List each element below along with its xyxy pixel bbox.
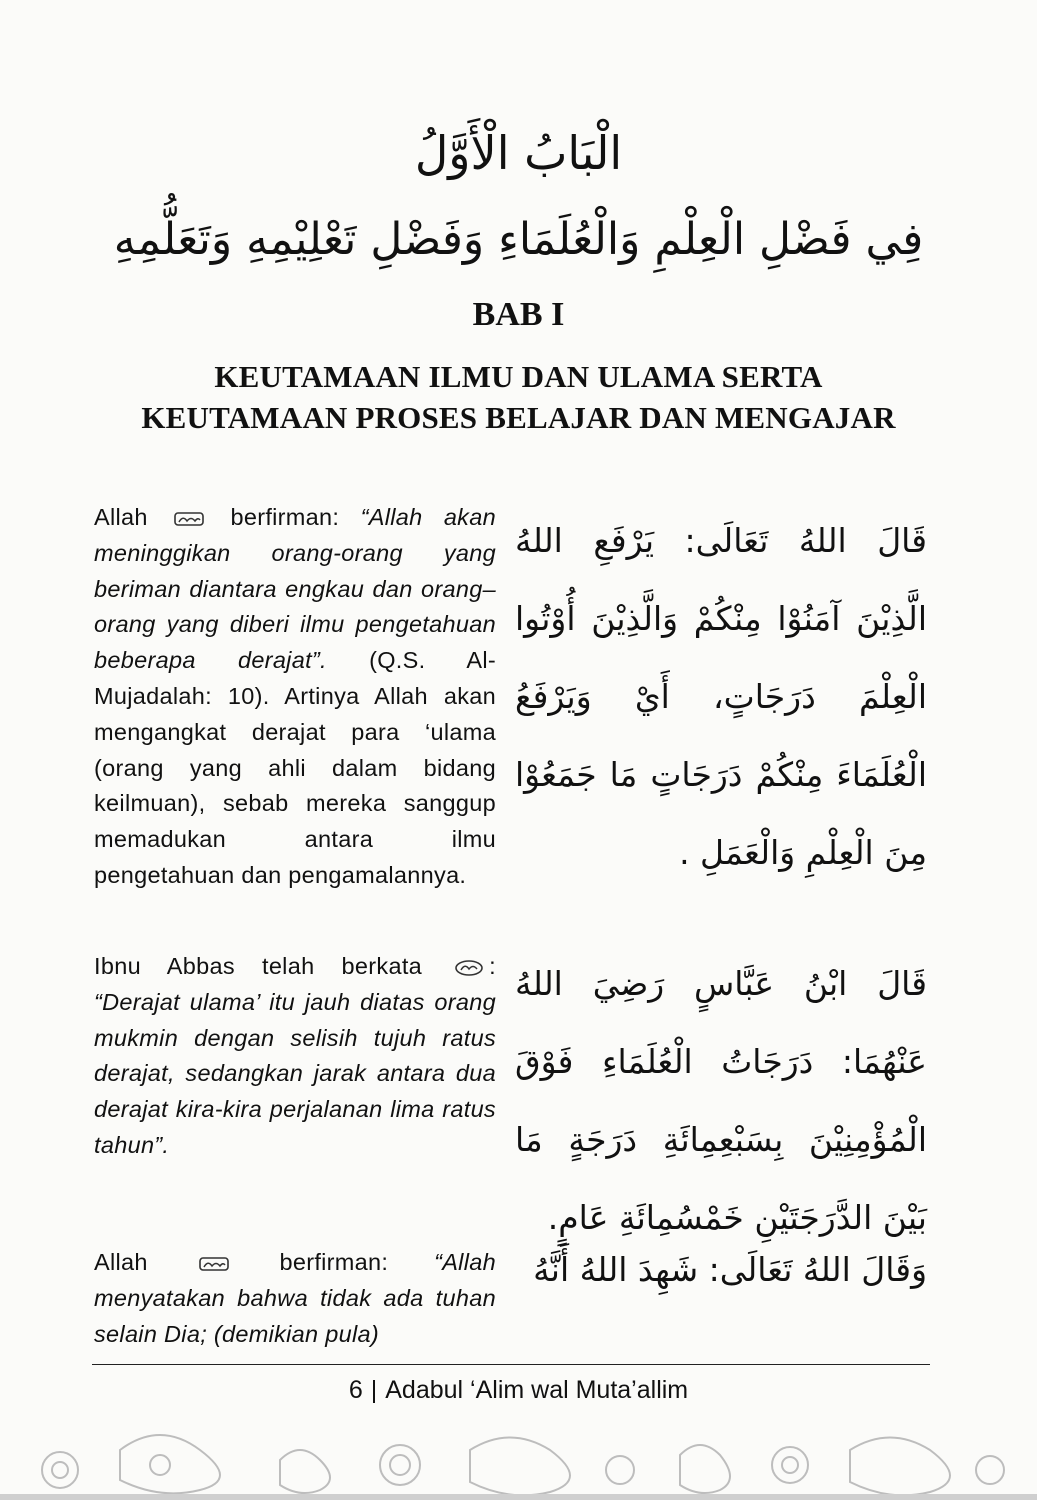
chapter-heading-line-2: KEUTAMAAN PROSES BELAJAR DAN MENGAJAR xyxy=(141,400,896,435)
quran-quote: “Allah akan meninggikan orang-orang yang beriman diantara engkau dan orang–orang yang diberi ilmu pengetahuan beberapa derajat”. xyxy=(94,504,496,674)
chapter-heading-line-1: KEUTAMAAN ILMU DAN ULAMA SERTA xyxy=(214,359,823,394)
chapter-label: BAB I xyxy=(472,296,565,333)
paragraph-explanation: (Q.S. Al-Mujadalah: 10). Artinya Allah akan mengangkat derajat para ‘ulama (orang yang ahli dalam bidang keilmuan), sebab mereka sanggup memadukan antara ilmu pengetahuan dan pengamalannya. xyxy=(94,647,496,888)
paragraph-colon: : xyxy=(489,953,496,979)
arabic-text-2: قَالَ ابْنُ عَبَّاسٍ رَضِيَ اللهُ عَنْهُمَا: دَرَجَاتُ الْعُلَمَاءِ فَوْقَ الْمُؤْمِنِيْنَ بِسَبْعِمِائَةِ دَرَجَةٍ مَا بَيْنَ الدَّرَجَتَيْنِ خَمْسُمِائَةِ عَامٍ. xyxy=(515,964,927,1237)
translation-paragraph-1 xyxy=(94,500,496,894)
footer-separator: | xyxy=(370,1376,378,1404)
paragraph-lead: Ibnu Abbas telah berkata xyxy=(94,953,423,979)
paragraph-lead: Allah xyxy=(94,1249,148,1275)
honorific-swt-icon xyxy=(198,1255,230,1273)
paragraph-verb: berfirman: xyxy=(230,504,361,530)
athar-quote: “Derajat ulama’ itu jauh diatas orang mukmin dengan selisih tujuh ratus derajat, sedangkan jarak antara dua derajat kira-kira perjalanan lima ratus tahun”. xyxy=(94,988,496,1158)
arabic-text-1: قَالَ اللهُ تَعَالَى: يَرْفَعِ اللهُ الَّذِيْنَ آمَنُوْا مِنْكُمْ وَالَّذِيْنَ أُوْتُوا الْعِلْمَ دَرَجَاتٍ، أَيْ وَيَرْفَعُ الْعُلَمَاءَ مِنْكُمْ دَرَجَاتٍ مَا جَمَعُوْا مِنَ الْعِلْمِ وَالْعَمَلِ . xyxy=(515,521,927,872)
floral-border-ornament xyxy=(0,1410,1037,1500)
page-footer xyxy=(0,1372,1037,1408)
arabic-chapter-title: الْبَابُ الْأَوَّلُ xyxy=(414,126,623,180)
book-title: Adabul ‘Alim wal Muta’allim xyxy=(385,1376,689,1404)
honorific-swt-icon xyxy=(173,510,205,528)
paragraph-lead: Allah xyxy=(94,504,148,530)
arabic-text-3: وَقَالَ اللهُ تَعَالَى: شَهِدَ اللهُ أَنَّهُ xyxy=(533,1250,927,1289)
quran-quote: “Allah menyatakan bahwa tidak ada tuhan selain Dia; (demikian pula) xyxy=(94,1249,496,1347)
translation-paragraph-2 xyxy=(94,949,496,1164)
honorific-ra-icon xyxy=(453,959,485,977)
translation-paragraph-3 xyxy=(94,1245,496,1352)
footer-divider xyxy=(92,1364,930,1365)
page-number: 6 xyxy=(348,1376,363,1404)
paragraph-verb: berfirman: xyxy=(279,1249,435,1275)
arabic-chapter-subtitle: فِي فَضْلِ الْعِلْمِ وَالْعُلَمَاءِ وَفَضْلِ تَعْلِيْمِهِ وَتَعَلُّمِهِ xyxy=(113,214,924,265)
